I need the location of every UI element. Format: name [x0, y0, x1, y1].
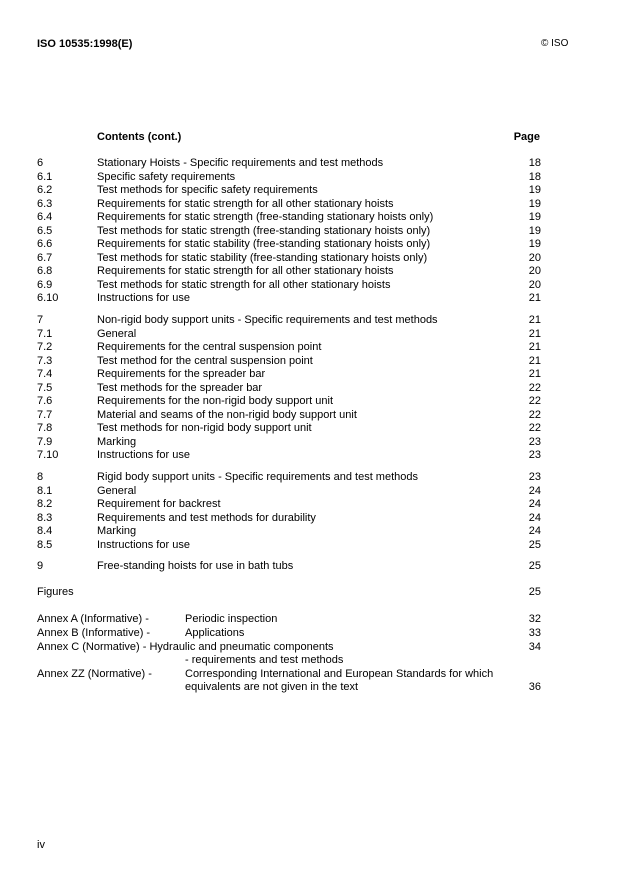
toc-entry-number: 6.5 — [37, 224, 53, 237]
toc-entry-number: 6.4 — [37, 211, 53, 224]
toc-entry-title: Instructions for use — [97, 538, 190, 551]
toc-entry-page: 24 — [528, 484, 541, 497]
toc-entry[interactable] — [37, 449, 541, 463]
toc-annex-label: Annex A (Informative) - — [37, 613, 149, 626]
toc-entry-number: 8.3 — [37, 511, 53, 524]
toc-entry-page: 25 — [528, 560, 541, 573]
toc-entry-number: 6.3 — [37, 197, 53, 210]
toc-entry-number: 6.9 — [37, 278, 53, 291]
toc-entry[interactable] — [37, 238, 541, 252]
toc-figures-entry[interactable] — [37, 586, 541, 600]
toc-entry-page: 20 — [528, 265, 541, 278]
toc-entry-page: 21 — [528, 327, 541, 340]
toc-entry-title: Marking — [97, 525, 137, 538]
toc-entry-page: 22 — [528, 381, 541, 394]
toc-entry-page: 24 — [528, 525, 541, 538]
toc-entry-page: 23 — [528, 449, 541, 462]
toc-entry-page: 20 — [528, 251, 541, 264]
toc-entry-number: 6.1 — [37, 170, 53, 183]
toc-entry-page: 22 — [528, 395, 541, 408]
toc-annex-page: 34 — [528, 640, 541, 653]
toc-entry-page: 24 — [528, 511, 541, 524]
toc-entry[interactable] — [37, 498, 541, 512]
page-column-heading: Page — [513, 131, 540, 143]
toc-entry[interactable] — [37, 265, 541, 279]
toc-entry[interactable] — [37, 382, 541, 396]
toc-entry-number: 6.8 — [37, 265, 53, 278]
toc-entry-page: 20 — [528, 278, 541, 291]
toc-entry-title: Specific safety requirements — [97, 170, 236, 183]
toc-entry-number: 7.10 — [37, 449, 59, 462]
toc-entry-title: Instructions for use — [97, 292, 190, 305]
toc-entry[interactable] — [37, 471, 541, 485]
toc-entry-number: 7.1 — [37, 327, 53, 340]
toc-entry[interactable] — [37, 539, 541, 553]
toc-entry-title: General — [97, 327, 137, 340]
toc-entry-title: Test methods for non-rigid body support unit — [97, 422, 312, 435]
toc-entry-number: 8 — [37, 471, 44, 484]
toc-entry-page: 19 — [528, 197, 541, 210]
toc-entry-number: 8.4 — [37, 525, 53, 538]
toc-annex-entry[interactable] — [37, 668, 541, 682]
toc-entry-title: Test methods for static stability (free-standing stationary hoists only) — [97, 251, 428, 264]
toc-entry-page: 19 — [528, 211, 541, 224]
toc-annex-page: 33 — [528, 626, 541, 639]
toc-entry[interactable] — [37, 279, 541, 293]
toc-entry-title: Requirements for the spreader bar — [97, 368, 266, 381]
toc-entry[interactable] — [37, 436, 541, 450]
toc-annex-entry[interactable] — [37, 654, 541, 668]
toc-annex-title: equivalents are not given in the text — [185, 681, 359, 694]
toc-entry[interactable] — [37, 184, 541, 198]
toc-entry[interactable] — [37, 328, 541, 342]
toc-annex-title: Corresponding International and European Standards for which — [185, 667, 494, 680]
toc-entry-page: 24 — [528, 498, 541, 511]
toc-figures-label: Figures — [37, 585, 74, 598]
toc-annex-entry[interactable] — [37, 641, 541, 655]
table-of-contents — [37, 157, 541, 695]
toc-entry-page: 18 — [528, 170, 541, 183]
toc-entry-page: 23 — [528, 471, 541, 484]
toc-entry-title: Test methods for static strength (free-standing stationary hoists only) — [97, 224, 431, 237]
toc-entry-page: 21 — [528, 368, 541, 381]
toc-entry-page: 23 — [528, 435, 541, 448]
toc-entry-number: 6.10 — [37, 292, 59, 305]
toc-annex-label: Annex ZZ (Normative) - — [37, 667, 152, 680]
toc-entry-title: Requirements for the non-rigid body support unit — [97, 395, 334, 408]
toc-entry[interactable] — [37, 211, 541, 225]
toc-annex-entry[interactable] — [37, 627, 541, 641]
toc-entry-title: Marking — [97, 435, 137, 448]
toc-entry-page: 19 — [528, 238, 541, 251]
toc-entry-number: 8.1 — [37, 484, 53, 497]
toc-entry-page: 25 — [528, 538, 541, 551]
toc-entry-title: Requirement for backrest — [97, 498, 221, 511]
toc-annex-title: Applications — [185, 626, 245, 639]
toc-entry[interactable] — [37, 292, 541, 306]
toc-entry-title: Test methods for specific safety requirements — [97, 184, 318, 197]
toc-entry[interactable] — [37, 314, 541, 328]
toc-entry-title: Non-rigid body support units - Specific requirements and test methods — [97, 314, 438, 327]
toc-figures-page: 25 — [528, 585, 541, 598]
toc-entry-title: Test methods for the spreader bar — [97, 381, 263, 394]
toc-annex-entry[interactable] — [37, 681, 541, 695]
toc-entry[interactable] — [37, 368, 541, 382]
toc-entry[interactable] — [37, 525, 541, 539]
toc-annex-title: Periodic inspection — [185, 613, 278, 626]
toc-entry[interactable] — [37, 512, 541, 526]
toc-entry-number: 6.7 — [37, 251, 53, 264]
toc-entry[interactable] — [37, 485, 541, 499]
toc-entry-number: 7.7 — [37, 408, 53, 421]
toc-annex-page: 32 — [528, 613, 541, 626]
toc-entry-title: Requirements for static strength (free-standing stationary hoists only) — [97, 211, 434, 224]
toc-entry-page: 19 — [528, 224, 541, 237]
toc-entry-number: 7.6 — [37, 395, 53, 408]
toc-annex-label: Annex B (Informative) - — [37, 626, 151, 639]
toc-entry-number: 7 — [37, 314, 44, 327]
copyright-notice: © ISO — [541, 38, 569, 49]
toc-entry-number: 7.5 — [37, 381, 53, 394]
toc-entry-title: Material and seams of the non-rigid body support unit — [97, 408, 357, 421]
toc-entry-page: 19 — [528, 184, 541, 197]
toc-entry[interactable] — [37, 157, 541, 171]
toc-entry-page: 21 — [528, 292, 541, 305]
document-id: ISO 10535:1998(E) — [37, 38, 133, 50]
toc-entry[interactable] — [37, 355, 541, 369]
toc-annex-entry[interactable] — [37, 613, 541, 627]
toc-entry[interactable] — [37, 171, 541, 185]
toc-entry-title: Free-standing hoists for use in bath tubs — [97, 560, 294, 573]
toc-entry-number: 9 — [37, 560, 44, 573]
toc-entry-number: 6 — [37, 157, 44, 169]
toc-entry-page: 18 — [528, 157, 541, 169]
toc-entry-page: 21 — [528, 314, 541, 327]
toc-entry-title: Test method for the central suspension point — [97, 354, 313, 367]
contents-heading: Contents (cont.) — [97, 131, 182, 143]
toc-entry-title: Rigid body support units - Specific requirements and test methods — [97, 471, 418, 484]
toc-entry-number: 8.2 — [37, 498, 53, 511]
toc-entry[interactable] — [37, 422, 541, 436]
toc-entry-title: Test methods for static strength for all other stationary hoists — [97, 278, 391, 291]
toc-entry-title: Requirements for the central suspension point — [97, 341, 322, 354]
toc-entry[interactable] — [37, 341, 541, 355]
toc-entry[interactable] — [37, 560, 541, 574]
toc-entry-number: 7.8 — [37, 422, 53, 435]
toc-entry-number: 8.5 — [37, 538, 53, 551]
toc-entry-number: 7.4 — [37, 368, 53, 381]
toc-entry-title: Stationary Hoists - Specific requirements and test methods — [97, 157, 384, 169]
toc-entry-page: 22 — [528, 408, 541, 421]
toc-entry-title: Requirements for static strength for all other stationary hoists — [97, 265, 394, 278]
toc-entry-number: 7.9 — [37, 435, 53, 448]
toc-entry-title: Requirements for static strength for all other stationary hoists — [97, 197, 394, 210]
toc-entry-page: 22 — [528, 422, 541, 435]
toc-entry-title: Instructions for use — [97, 449, 190, 462]
toc-entry-page: 21 — [528, 354, 541, 367]
toc-entry-number: 7.3 — [37, 354, 53, 367]
toc-annex-title: - requirements and test methods — [185, 654, 344, 667]
toc-entry[interactable] — [37, 198, 541, 212]
toc-annex-label: Annex C (Normative) - Hydraulic and pneumatic components — [37, 640, 334, 653]
toc-entry[interactable] — [37, 225, 541, 239]
toc-entry[interactable] — [37, 395, 541, 409]
toc-entry-page: 21 — [528, 341, 541, 354]
toc-entry-title: General — [97, 484, 137, 497]
toc-annex-page: 36 — [528, 681, 541, 694]
toc-entry-number: 7.2 — [37, 341, 53, 354]
toc-entry-number: 6.2 — [37, 184, 53, 197]
toc-entry-number: 6.6 — [37, 238, 53, 251]
toc-entry[interactable] — [37, 409, 541, 423]
toc-entry[interactable] — [37, 252, 541, 266]
toc-entry-title: Requirements for static stability (free-standing stationary hoists only) — [97, 238, 431, 251]
page-number: iv — [37, 839, 45, 851]
toc-entry-title: Requirements and test methods for durability — [97, 511, 316, 524]
